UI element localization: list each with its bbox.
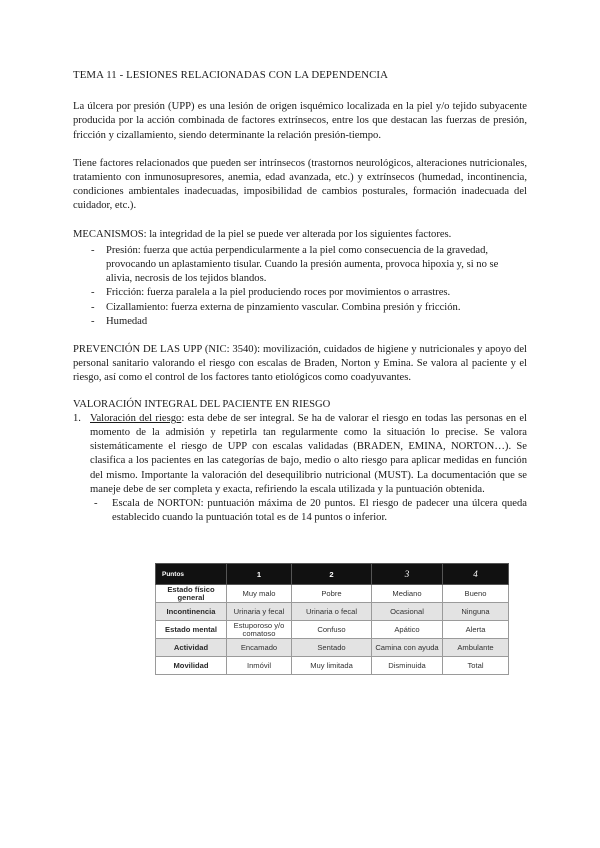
table-cell: Alerta — [443, 621, 509, 639]
table-cell: Ocasional — [372, 603, 443, 621]
table-cell: Muy limitada — [292, 657, 372, 675]
table-header: Puntos — [156, 564, 227, 585]
table-cell: Sentado — [292, 639, 372, 657]
table-cell: Estado físico general — [156, 585, 227, 603]
intro-paragraph: La úlcera por presión (UPP) es una lesión de origen isquémico localizada en la piel y/o tejido subyacente producida por la acción combinada de factores extrínsecos, entre los que destacan las fuerzas de presión, fricción y cizallamiento, siendo determinante la relación presión-tiempo. — [73, 101, 527, 141]
table-cell: Estuporoso y/o comatoso — [227, 621, 292, 639]
risk-label: Valoración del riesgo — [90, 412, 182, 424]
table-cell: Incontinencia — [156, 603, 227, 621]
table-cell: Apático — [372, 621, 443, 639]
list-number: 1. — [73, 412, 81, 424]
factors-paragraph: Tiene factores relacionados que pueden ser intrínsecos (trastornos neurológicos, alteraciones nutricionales, tratamiento con inmunosupresores, anemia, edad avanzada, etc.) y extrínsecos (humedad, incontinencia, condiciones ambientales inadecuadas, imposibilidad de cambios posturales, formación inadecuada del cuidador, etc.). — [73, 157, 527, 212]
table-header-row — [156, 564, 509, 585]
mechanisms-list — [73, 244, 527, 329]
table-cell: Confuso — [292, 621, 372, 639]
section-heading: VALORACIÓN INTEGRAL DEL PACIENTE EN RIESGO — [73, 398, 331, 410]
table-cell: Muy malo — [227, 585, 292, 603]
document-title: TEMA 11 - LESIONES RELACIONADAS CON LA DEPENDENCIA — [73, 69, 389, 81]
table-cell: Inmóvil — [227, 657, 292, 675]
assessment-list — [73, 412, 527, 526]
table-header: 1 — [227, 564, 292, 585]
mechanisms-intro: MECANISMOS: la integridad de la piel se puede ver alterada por los siguientes factores. — [73, 228, 452, 240]
list-item: - Humedad — [73, 315, 527, 329]
table-cell: Actividad — [156, 639, 227, 657]
norton-description: - Escala de NORTON: puntuación máxima de 20 puntos. El riesgo de padecer una úlcera queda establecido cuando la puntuación total es de 14 puntos o inferior. — [90, 497, 527, 525]
prevention-paragraph: PREVENCIÓN DE LAS UPP (NIC: 3540): movilización, cuidados de higiene y nutricionales y apoyo del personal sanitario valorando el riesgo con escalas de Braden, Norton y Emina. Se valora al paciente y el riesgo, así como el control de los factores tanto etiológicos como coadyuvantes. — [73, 344, 527, 384]
document-page — [73, 68, 527, 525]
table-cell: Disminuida — [372, 657, 443, 675]
risk-text: : esta debe de ser integral. Se ha de valorar el riesgo en todas las personas en el momento de la admisión y repetirla tan regularmente como la situación lo precise. Se valora sistemáticamente el riesgo de UPP con escalas validadas (BRADEN, EMINA, NORTON…). Se clasifica a los pacientes en las categorías de bajo, medio o alto riesgo para aplicar medidas en función del mismo. Importante la valoración del desequilibrio nutricional (MUST). La documentación que se maneje debe de ser completa y exacta, refiriendo la escala utilizada y la puntuación obtenida. — [90, 412, 527, 495]
table-cell: Movilidad — [156, 657, 227, 675]
table-cell: Urinaria y fecal — [227, 603, 292, 621]
table-cell: Mediano — [372, 585, 443, 603]
table-cell: Total — [443, 657, 509, 675]
table-header: 3 — [372, 564, 443, 585]
list-item: - Cizallamiento: fuerza externa de pinzamiento vascular. Combina presión y fricción. — [73, 301, 527, 315]
list-item: - Fricción: fuerza paralela a la piel produciendo roces por movimientos o arrastres. — [73, 286, 527, 300]
table-header: 4 — [443, 564, 509, 585]
table-row — [156, 603, 509, 621]
table-cell: Ambulante — [443, 639, 509, 657]
table-cell: Encamado — [227, 639, 292, 657]
table-row — [156, 621, 509, 639]
list-item — [73, 412, 527, 526]
table-row — [156, 657, 509, 675]
table-cell: Estado mental — [156, 621, 227, 639]
table-cell: Ninguna — [443, 603, 509, 621]
table-cell: Bueno — [443, 585, 509, 603]
norton-scale-table — [155, 563, 509, 675]
list-item: - Presión: fuerza que actúa perpendicularmente a la piel como consecuencia de la gravedad, provocando un aplastamiento tisular. Cuando la presión aumenta, provoca hipoxia y, si no se alivia, necrosis de los tejidos blandos. — [73, 244, 527, 287]
table-cell: Camina con ayuda — [372, 639, 443, 657]
table-cell: Urinaria o fecal — [292, 603, 372, 621]
table-row — [156, 585, 509, 603]
table-row — [156, 639, 509, 657]
table-cell: Pobre — [292, 585, 372, 603]
table-header: 2 — [292, 564, 372, 585]
